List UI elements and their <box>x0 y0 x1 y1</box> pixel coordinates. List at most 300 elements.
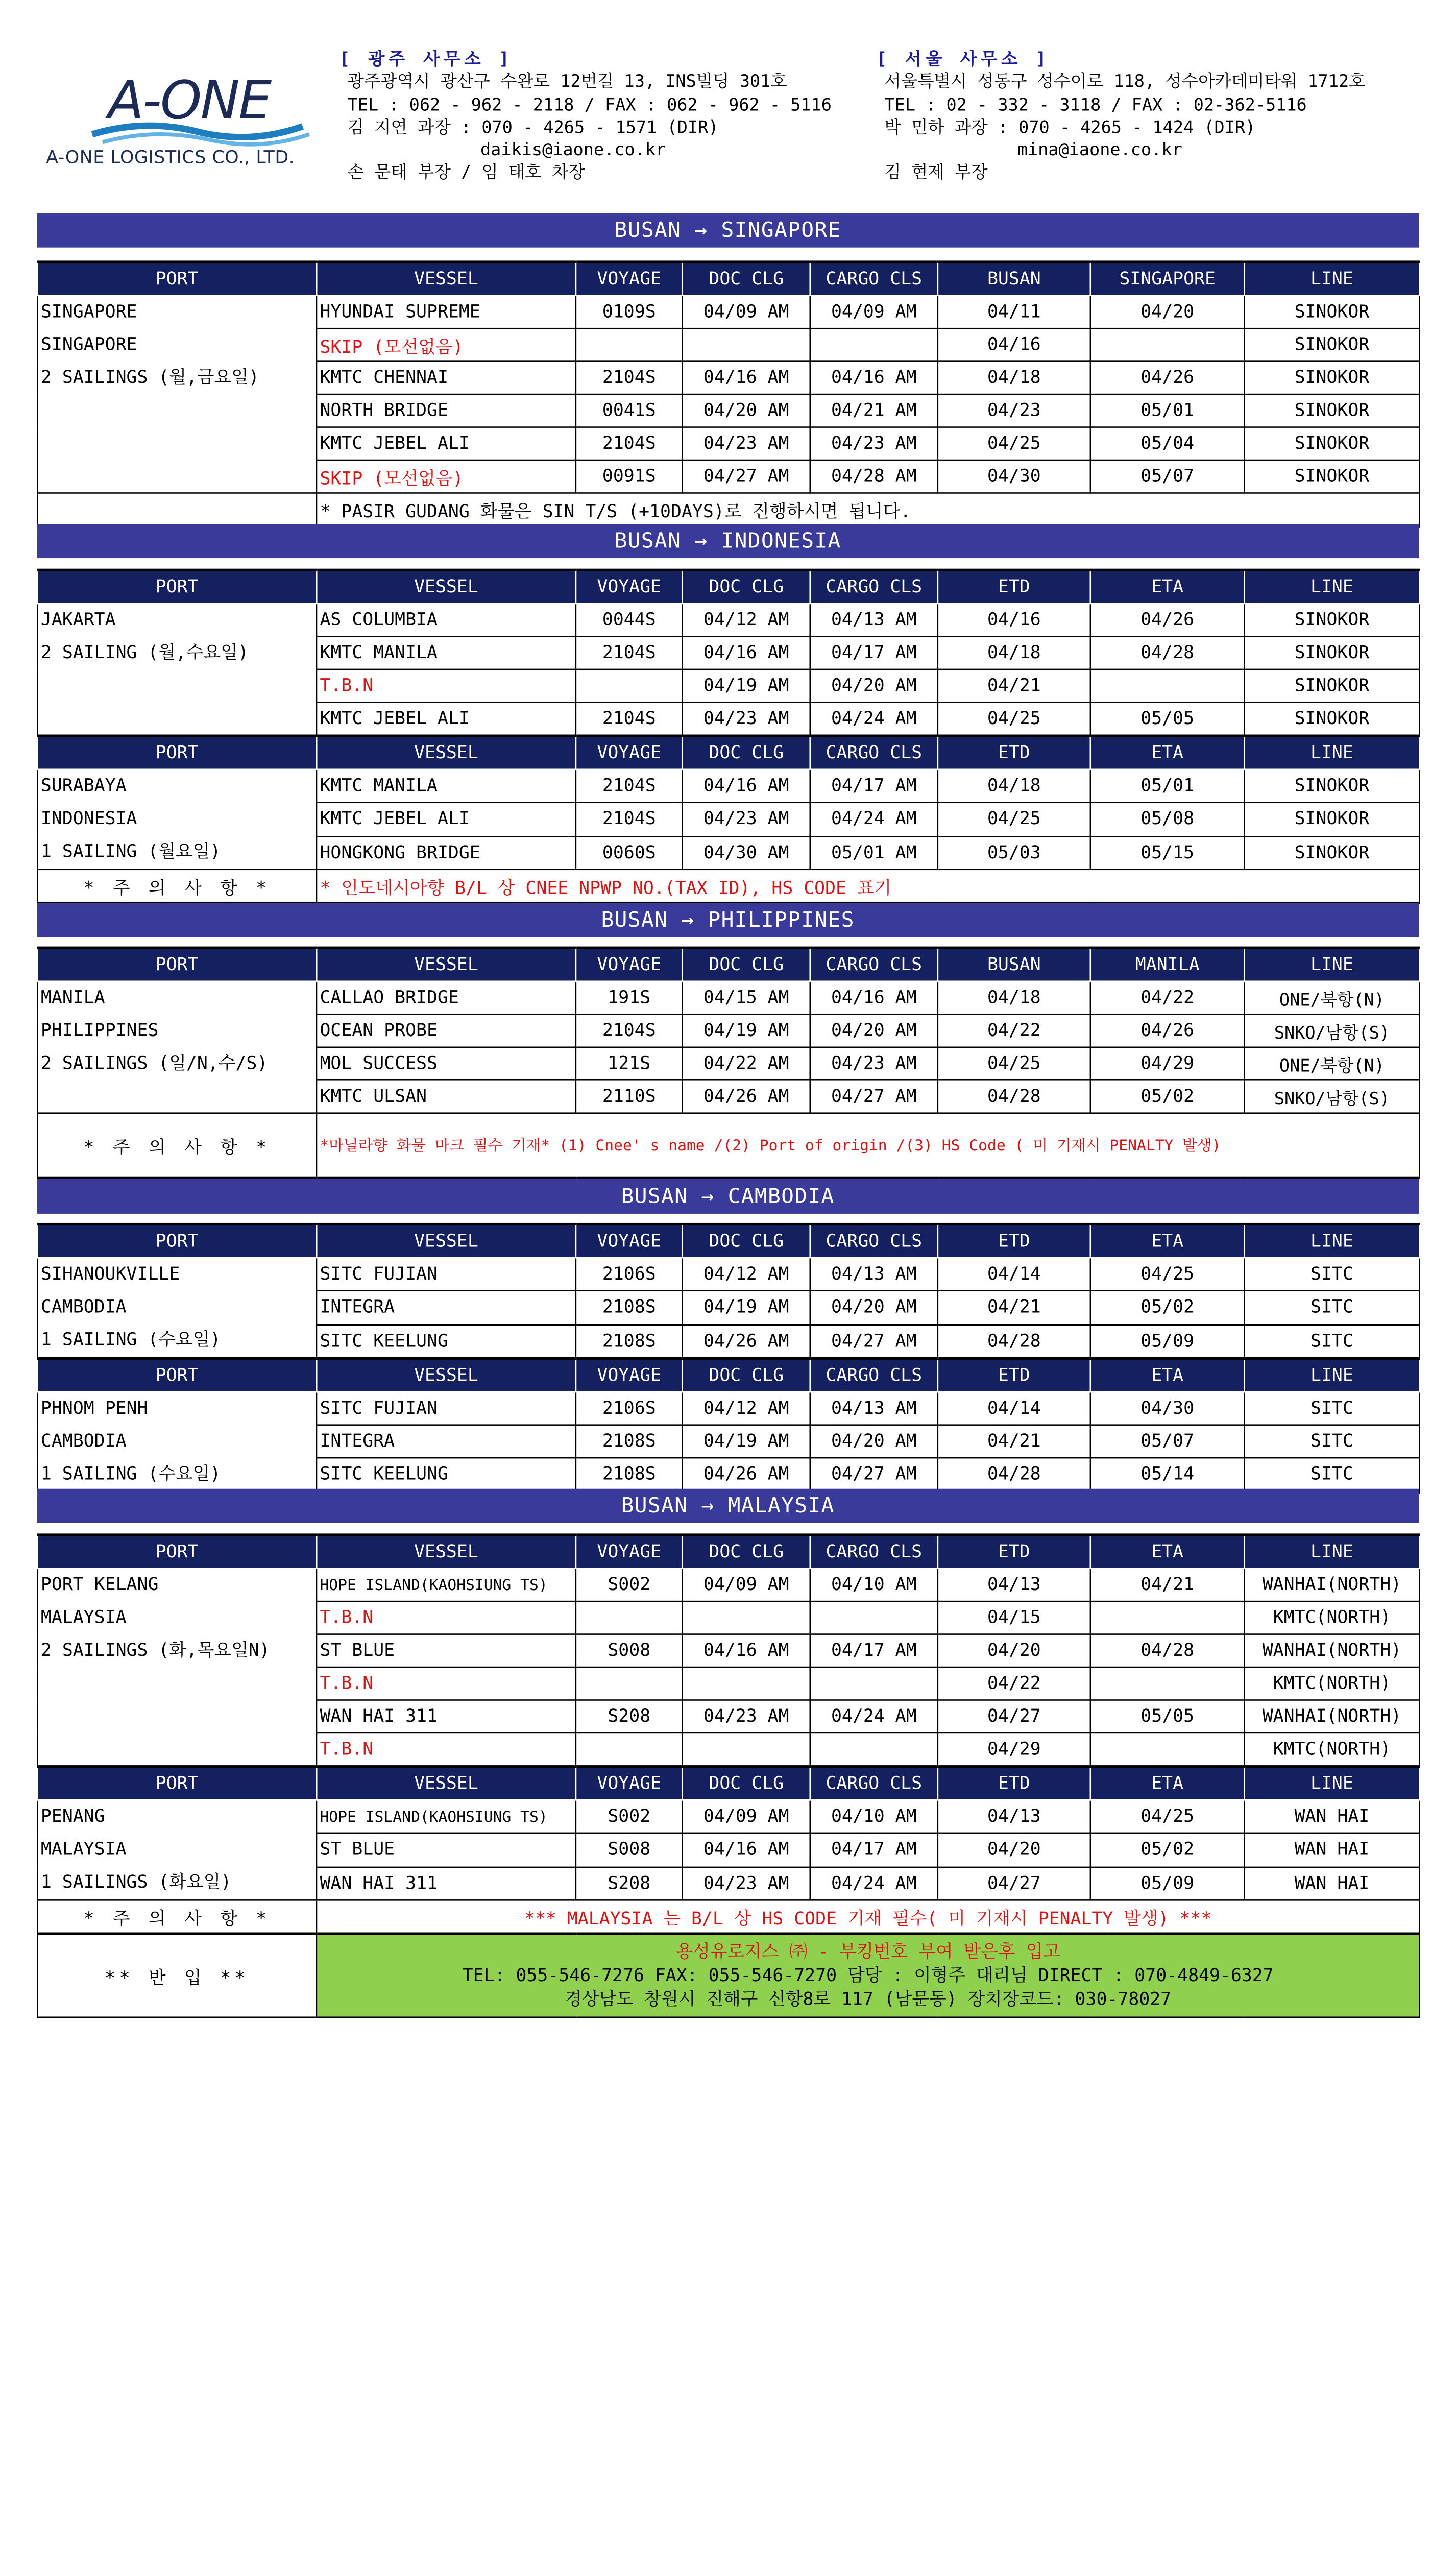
eta-cell: 04/20 <box>1090 296 1245 328</box>
line-cell: SINOKOR <box>1244 460 1419 493</box>
column-header: ETD <box>938 736 1090 769</box>
cargo-cls-cell: 04/16 AM <box>810 981 938 1014</box>
cargo-cls-cell: 04/24 AM <box>810 1867 938 1900</box>
line-cell: WAN HAI <box>1244 1800 1419 1833</box>
etd-cell: 04/16 <box>938 328 1090 361</box>
voyage-cell: 2104S <box>576 1014 683 1047</box>
table-row <box>37 1258 1419 1291</box>
singapore-body <box>37 262 1419 526</box>
note-text: * 인도네시아향 B/L 상 CNEE NPWP NO.(TAX ID), HS CODE 표기 <box>317 870 1419 903</box>
vessel-cell: KMTC JEBEL ALI <box>317 803 576 836</box>
column-header: PORT <box>37 736 317 769</box>
voyage-cell <box>576 1601 683 1634</box>
line-cell: SINOKOR <box>1244 427 1419 460</box>
delivery-line-3: 경상남도 창원시 진해구 신항8로 117 (남문동) 장치장코드: 030-78027 <box>565 1989 1172 2010</box>
column-header: DOC CLG <box>683 948 810 981</box>
column-header: VOYAGE <box>576 570 683 604</box>
vessel-cell: SKIP (모선없음) <box>317 460 576 493</box>
port-line: MALAYSIA <box>40 1607 127 1628</box>
eta-cell: 05/14 <box>1090 1458 1245 1492</box>
column-header: VESSEL <box>317 1358 576 1392</box>
cargo-cls-cell: 04/20 AM <box>810 1425 938 1458</box>
column-header: ETA <box>1090 1224 1245 1258</box>
eta-cell: 04/26 <box>1090 1014 1245 1047</box>
doc-clg-cell: 04/12 AM <box>683 1258 810 1291</box>
port-line: PORT KELANG <box>40 1574 159 1596</box>
line-cell: KMTC(NORTH) <box>1244 1667 1419 1700</box>
header-row <box>37 1535 1419 1569</box>
doc-clg-cell: 04/22 AM <box>683 1047 810 1080</box>
etd-cell: 04/14 <box>938 1392 1090 1425</box>
cargo-cls-cell: 04/17 AM <box>810 769 938 803</box>
column-header: PORT <box>37 1224 317 1258</box>
vessel-cell: ST BLUE <box>317 1834 576 1867</box>
port-line: PENANG <box>40 1806 105 1827</box>
doc-clg-cell <box>683 1667 810 1700</box>
banner-philippines: BUSAN → PHILIPPINES <box>37 903 1419 937</box>
eta-cell <box>1090 669 1245 702</box>
eta-cell: 05/01 <box>1090 394 1245 427</box>
port-kelang-body <box>37 1535 1419 1767</box>
note-row <box>37 870 1419 903</box>
vessel-cell: KMTC ULSAN <box>317 1080 576 1113</box>
vessel-cell: WAN HAI 311 <box>317 1867 576 1900</box>
etd-cell: 04/18 <box>938 636 1090 669</box>
doc-clg-cell <box>683 1601 810 1634</box>
voyage-cell: S002 <box>576 1569 683 1601</box>
cargo-cls-cell: 04/27 AM <box>810 1324 938 1359</box>
etd-cell: 04/18 <box>938 981 1090 1014</box>
eta-cell <box>1090 328 1245 361</box>
etd-cell: 04/21 <box>938 669 1090 702</box>
banner-malaysia: BUSAN → MALAYSIA <box>37 1489 1419 1523</box>
note-row <box>37 493 1419 526</box>
vessel-cell: T.B.N <box>317 1601 576 1634</box>
column-header: ETD <box>938 1767 1090 1800</box>
gwangju-staff: 손 문태 부장 / 임 태호 차장 <box>347 163 585 184</box>
phnom-penh-body <box>37 1358 1419 1492</box>
column-header: PORT <box>37 570 317 604</box>
column-header: LINE <box>1244 1224 1419 1258</box>
seoul-title: [ 서울 사무소 ] <box>876 50 1051 70</box>
etd-cell: 04/22 <box>938 1014 1090 1047</box>
column-header: ETD <box>938 1535 1090 1569</box>
seoul-contact: 박 민하 과장 : 070 - 4265 - 1424 (DIR) <box>884 118 1256 138</box>
eta-cell: 04/26 <box>1090 362 1245 394</box>
note-label <box>37 493 317 526</box>
doc-clg-cell: 04/19 AM <box>683 669 810 702</box>
column-header: DOC CLG <box>683 1535 810 1569</box>
etd-cell: 04/13 <box>938 1569 1090 1601</box>
eta-cell: 04/29 <box>1090 1047 1245 1080</box>
doc-clg-cell: 04/16 AM <box>683 1634 810 1667</box>
etd-cell: 04/27 <box>938 1867 1090 1900</box>
doc-clg-cell: 04/16 AM <box>683 636 810 669</box>
eta-cell: 04/30 <box>1090 1392 1245 1425</box>
port-line: SINGAPORE <box>40 301 137 323</box>
eta-cell: 05/02 <box>1090 1291 1245 1324</box>
vessel-cell: KMTC JEBEL ALI <box>317 702 576 736</box>
column-header: PORT <box>37 1535 317 1569</box>
etd-cell: 04/27 <box>938 1700 1090 1732</box>
port-cell <box>37 769 317 870</box>
eta-cell: 05/05 <box>1090 702 1245 736</box>
voyage-cell: 2110S <box>576 1080 683 1113</box>
voyage-cell: S208 <box>576 1867 683 1900</box>
line-cell: ONE/북항(N) <box>1244 1047 1419 1080</box>
eta-cell <box>1090 1667 1245 1700</box>
line-cell: WANHAI(NORTH) <box>1244 1569 1419 1601</box>
port-line: PHILIPPINES <box>40 1020 159 1042</box>
etd-cell: 04/20 <box>938 1634 1090 1667</box>
eta-cell: 05/09 <box>1090 1324 1245 1359</box>
vessel-cell: KMTC MANILA <box>317 769 576 803</box>
cargo-cls-cell: 04/17 AM <box>810 1634 938 1667</box>
column-header: DOC CLG <box>683 1224 810 1258</box>
gwangju-tel: TEL : 062 - 962 - 2118 / FAX : 062 - 962 - 5116 <box>347 95 832 115</box>
port-cell <box>37 1392 317 1492</box>
doc-clg-cell: 04/19 AM <box>683 1014 810 1047</box>
banner-indonesia: BUSAN → INDONESIA <box>37 524 1419 558</box>
jakarta-body <box>37 570 1419 736</box>
vessel-cell: HONGKONG BRIDGE <box>317 836 576 869</box>
doc-clg-cell: 04/16 AM <box>683 1834 810 1867</box>
port-line: 2 SAILINGS (일/N,수/S) <box>40 1053 268 1074</box>
voyage-cell <box>576 328 683 361</box>
voyage-cell: 2108S <box>576 1458 683 1492</box>
voyage-cell: 2104S <box>576 636 683 669</box>
port-line: JAKARTA <box>40 609 116 631</box>
column-header: VESSEL <box>317 262 576 296</box>
table-indonesia <box>37 569 1420 904</box>
column-header: CARGO CLS <box>810 1767 938 1800</box>
header-row <box>37 736 1419 769</box>
line-cell: SINOKOR <box>1244 362 1419 394</box>
doc-clg-cell: 04/12 AM <box>683 604 810 636</box>
column-header: LINE <box>1244 1767 1419 1800</box>
column-header: LINE <box>1244 570 1419 604</box>
doc-clg-cell: 04/23 AM <box>683 1700 810 1732</box>
vessel-cell: OCEAN PROBE <box>317 1014 576 1047</box>
cargo-cls-cell: 04/27 AM <box>810 1080 938 1113</box>
cargo-cls-cell: 04/20 AM <box>810 1291 938 1324</box>
line-cell: SINOKOR <box>1244 604 1419 636</box>
table-row <box>37 1800 1419 1833</box>
table-row <box>37 981 1419 1014</box>
vessel-cell: SITC FUJIAN <box>317 1258 576 1291</box>
line-cell: SINOKOR <box>1244 328 1419 361</box>
voyage-cell: 2108S <box>576 1425 683 1458</box>
voyage-cell: 2108S <box>576 1291 683 1324</box>
port-line: CAMBODIA <box>40 1431 127 1452</box>
etd-cell: 04/28 <box>938 1324 1090 1359</box>
column-header: VESSEL <box>317 1535 576 1569</box>
vessel-cell: HOPE ISLAND(KAOHSIUNG TS) <box>317 1800 576 1833</box>
cargo-cls-cell: 04/24 AM <box>810 702 938 736</box>
cargo-cls-cell: 04/27 AM <box>810 1458 938 1492</box>
column-header: ETA <box>1090 1358 1245 1392</box>
vessel-cell: T.B.N <box>317 1667 576 1700</box>
column-header: ETD <box>938 1358 1090 1392</box>
port-line: INDONESIA <box>40 808 137 830</box>
cargo-cls-cell: 04/09 AM <box>810 296 938 328</box>
delivery-body <box>37 1934 1419 2017</box>
port-line: 1 SAILINGS (화요일) <box>40 1871 232 1893</box>
line-cell: SITC <box>1244 1458 1419 1492</box>
column-header: VESSEL <box>317 570 576 604</box>
voyage-cell: 2104S <box>576 362 683 394</box>
column-header: VOYAGE <box>576 262 683 296</box>
column-header: CARGO CLS <box>810 1224 938 1258</box>
port-line: PHNOM PENH <box>40 1398 148 1419</box>
voyage-cell: 0060S <box>576 836 683 869</box>
etd-cell: 04/18 <box>938 362 1090 394</box>
eta-cell: 05/15 <box>1090 836 1245 869</box>
doc-clg-cell: 04/09 AM <box>683 1800 810 1833</box>
vessel-cell: KMTC CHENNAI <box>317 362 576 394</box>
column-header: CARGO CLS <box>810 736 938 769</box>
column-header: PORT <box>37 948 317 981</box>
doc-clg-cell: 04/26 AM <box>683 1324 810 1359</box>
line-cell: SNKO/남항(S) <box>1244 1080 1419 1113</box>
column-header: DOC CLG <box>683 1358 810 1392</box>
eta-cell: 05/02 <box>1090 1834 1245 1867</box>
etd-cell: 04/30 <box>938 460 1090 493</box>
column-header: ETA <box>1090 1767 1245 1800</box>
column-header: PORT <box>37 262 317 296</box>
note-text: *** MALAYSIA 는 B/L 상 HS CODE 기재 필수( 미 기재시 PENALTY 발생) *** <box>317 1900 1419 1934</box>
eta-cell <box>1090 1733 1245 1767</box>
column-header: VOYAGE <box>576 1224 683 1258</box>
cargo-cls-cell: 04/28 AM <box>810 460 938 493</box>
etd-cell: 04/25 <box>938 1047 1090 1080</box>
gwangju-title: [ 광주 사무소 ] <box>339 50 514 70</box>
note-row <box>37 1900 1419 1934</box>
column-header: LINE <box>1244 736 1419 769</box>
delivery-line-2: TEL: 055-546-7276 FAX: 055-546-7270 담당 : 이형주 대리님 DIRECT : 070-4849-6327 <box>462 1965 1274 1987</box>
voyage-cell: 2106S <box>576 1392 683 1425</box>
table-row <box>37 1569 1419 1601</box>
eta-cell: 04/22 <box>1090 981 1245 1014</box>
table-malaysia <box>37 1533 1420 2018</box>
vessel-cell: INTEGRA <box>317 1291 576 1324</box>
cargo-cls-cell: 04/17 AM <box>810 636 938 669</box>
cargo-cls-cell: 04/23 AM <box>810 427 938 460</box>
vessel-cell: T.B.N <box>317 669 576 702</box>
etd-cell: 04/25 <box>938 427 1090 460</box>
column-header: VOYAGE <box>576 948 683 981</box>
port-line: 1 SAILING (수요일) <box>40 1329 221 1351</box>
vessel-cell: SITC FUJIAN <box>317 1392 576 1425</box>
line-cell: SITC <box>1244 1425 1419 1458</box>
voyage-cell: 2104S <box>576 702 683 736</box>
line-cell: SINOKOR <box>1244 836 1419 869</box>
header-row <box>37 1767 1419 1800</box>
column-header: BUSAN <box>938 948 1090 981</box>
eta-cell: 04/25 <box>1090 1258 1245 1291</box>
eta-cell: 04/28 <box>1090 1634 1245 1667</box>
voyage-cell: 0109S <box>576 296 683 328</box>
delivery-label: ** 반 입 ** <box>37 1934 317 2017</box>
cargo-cls-cell: 04/13 AM <box>810 1392 938 1425</box>
port-cell <box>37 1569 317 1767</box>
seoul-staff: 김 현제 부장 <box>884 163 988 184</box>
gwangju-email[interactable]: daikis@iaone.co.kr <box>480 141 666 161</box>
column-header: VOYAGE <box>576 1767 683 1800</box>
port-cell <box>37 604 317 736</box>
port-line: MANILA <box>40 987 105 1008</box>
port-line: SINGAPORE <box>40 334 137 356</box>
seoul-address: 서울특별시 성동구 성수이로 118, 성수아카데미타워 1712호 <box>884 73 1366 93</box>
cargo-cls-cell: 04/17 AM <box>810 1834 938 1867</box>
delivery-line-1: 용성유로지스 ㈜ - 부킹번호 부여 받은후 입고 <box>675 1941 1060 1963</box>
vessel-cell: SITC KEELUNG <box>317 1458 576 1492</box>
voyage-cell <box>576 1733 683 1767</box>
vessel-cell: MOL SUCCESS <box>317 1047 576 1080</box>
etd-cell: 04/14 <box>938 1258 1090 1291</box>
vessel-cell: HYUNDAI SUPREME <box>317 296 576 328</box>
port-cell <box>37 1800 317 1900</box>
etd-cell: 04/29 <box>938 1733 1090 1767</box>
column-header: MANILA <box>1090 948 1245 981</box>
column-header: ETA <box>1090 1535 1245 1569</box>
port-cell <box>37 1258 317 1358</box>
port-line: 1 SAILING (월요일) <box>40 841 221 862</box>
column-header: ETA <box>1090 736 1245 769</box>
cargo-cls-cell: 04/10 AM <box>810 1800 938 1833</box>
port-cell <box>37 981 317 1113</box>
line-cell: KMTC(NORTH) <box>1244 1601 1419 1634</box>
cargo-cls-cell: 04/20 AM <box>810 1014 938 1047</box>
eta-cell: 05/02 <box>1090 1080 1245 1113</box>
line-cell: SITC <box>1244 1258 1419 1291</box>
column-header: LINE <box>1244 948 1419 981</box>
column-header: DOC CLG <box>683 262 810 296</box>
header-row <box>37 262 1419 296</box>
voyage-cell: S008 <box>576 1634 683 1667</box>
header-row <box>37 1224 1419 1258</box>
voyage-cell: 2104S <box>576 769 683 803</box>
cargo-cls-cell: 04/24 AM <box>810 803 938 836</box>
cargo-cls-cell: 04/20 AM <box>810 669 938 702</box>
seoul-email[interactable]: mina@iaone.co.kr <box>1017 141 1182 161</box>
penang-body <box>37 1767 1419 1934</box>
doc-clg-cell: 04/23 AM <box>683 803 810 836</box>
doc-clg-cell: 04/30 AM <box>683 836 810 869</box>
eta-cell: 04/26 <box>1090 604 1245 636</box>
column-header: SINGAPORE <box>1090 262 1245 296</box>
voyage-cell: 2104S <box>576 803 683 836</box>
doc-clg-cell: 04/09 AM <box>683 1569 810 1601</box>
etd-cell: 04/20 <box>938 1834 1090 1867</box>
line-cell: SNKO/남항(S) <box>1244 1014 1419 1047</box>
column-header: CARGO CLS <box>810 262 938 296</box>
column-header: DOC CLG <box>683 736 810 769</box>
vessel-cell: KMTC JEBEL ALI <box>317 427 576 460</box>
column-header: BUSAN <box>938 262 1090 296</box>
cargo-cls-cell: 04/13 AM <box>810 1258 938 1291</box>
column-header: CARGO CLS <box>810 1358 938 1392</box>
cargo-cls-cell <box>810 1601 938 1634</box>
logo-text: A-ONE <box>108 70 271 132</box>
doc-clg-cell: 04/19 AM <box>683 1291 810 1324</box>
eta-cell: 04/28 <box>1090 636 1245 669</box>
note-label: * 주 의 사 항 * <box>37 1113 317 1178</box>
line-cell: SINOKOR <box>1244 803 1419 836</box>
column-header: ETD <box>938 1224 1090 1258</box>
column-header: CARGO CLS <box>810 570 938 604</box>
vessel-cell: SKIP (모선없음) <box>317 328 576 361</box>
voyage-cell: 2108S <box>576 1324 683 1359</box>
port-line: 2 SAILING (월,수요일) <box>40 642 249 664</box>
voyage-cell: S008 <box>576 1834 683 1867</box>
port-line: 1 SAILING (수요일) <box>40 1463 221 1485</box>
port-line: 2 SAILINGS (화,목요일N) <box>40 1640 270 1661</box>
port-line: 2 SAILINGS (월,금요일) <box>40 367 259 389</box>
column-header: VESSEL <box>317 736 576 769</box>
voyage-cell: 2104S <box>576 427 683 460</box>
etd-cell: 04/28 <box>938 1458 1090 1492</box>
eta-cell: 05/08 <box>1090 803 1245 836</box>
line-cell: SINOKOR <box>1244 702 1419 736</box>
note-label: * 주 의 사 항 * <box>37 870 317 903</box>
banner-cambodia: BUSAN → CAMBODIA <box>37 1179 1419 1214</box>
cargo-cls-cell: 04/21 AM <box>810 394 938 427</box>
line-cell: SITC <box>1244 1291 1419 1324</box>
vessel-cell: HOPE ISLAND(KAOHSIUNG TS) <box>317 1569 576 1601</box>
vessel-cell: AS COLUMBIA <box>317 604 576 636</box>
eta-cell: 04/25 <box>1090 1800 1245 1833</box>
table-row <box>37 1392 1419 1425</box>
eta-cell <box>1090 1601 1245 1634</box>
eta-cell: 05/01 <box>1090 769 1245 803</box>
header-row <box>37 948 1419 981</box>
column-header: VOYAGE <box>576 1535 683 1569</box>
doc-clg-cell: 04/26 AM <box>683 1080 810 1113</box>
eta-cell: 05/07 <box>1090 460 1245 493</box>
etd-cell: 04/13 <box>938 1800 1090 1833</box>
doc-clg-cell <box>683 328 810 361</box>
etd-cell: 05/03 <box>938 836 1090 869</box>
vessel-cell: CALLAO BRIDGE <box>317 981 576 1014</box>
doc-clg-cell: 04/12 AM <box>683 1392 810 1425</box>
voyage-cell: S002 <box>576 1800 683 1833</box>
etd-cell: 04/25 <box>938 803 1090 836</box>
etd-cell: 04/21 <box>938 1291 1090 1324</box>
column-header: LINE <box>1244 1535 1419 1569</box>
header-row <box>37 1358 1419 1392</box>
doc-clg-cell: 04/26 AM <box>683 1458 810 1492</box>
port-line: MALAYSIA <box>40 1839 127 1860</box>
doc-clg-cell <box>683 1733 810 1767</box>
column-header: DOC CLG <box>683 1767 810 1800</box>
sihanoukville-body <box>37 1224 1419 1359</box>
column-header: VESSEL <box>317 948 576 981</box>
etd-cell: 04/15 <box>938 1601 1090 1634</box>
cargo-cls-cell: 04/10 AM <box>810 1569 938 1601</box>
doc-clg-cell: 04/19 AM <box>683 1425 810 1458</box>
port-line: SURABAYA <box>40 775 127 797</box>
voyage-cell: 0041S <box>576 394 683 427</box>
eta-cell: 05/05 <box>1090 1700 1245 1732</box>
etd-cell: 04/21 <box>938 1425 1090 1458</box>
etd-cell: 04/23 <box>938 394 1090 427</box>
note-text: *마닐라향 화물 마크 필수 기재* (1) Cnee' s name /(2) Port of origin /(3) HS Code ( 미 기재시 PENALTY 발생) <box>317 1113 1419 1178</box>
doc-clg-cell: 04/23 AM <box>683 427 810 460</box>
gwangju-contact: 김 지연 과장 : 070 - 4265 - 1571 (DIR) <box>347 118 719 138</box>
line-cell: SINOKOR <box>1244 636 1419 669</box>
column-header: VESSEL <box>317 1224 576 1258</box>
